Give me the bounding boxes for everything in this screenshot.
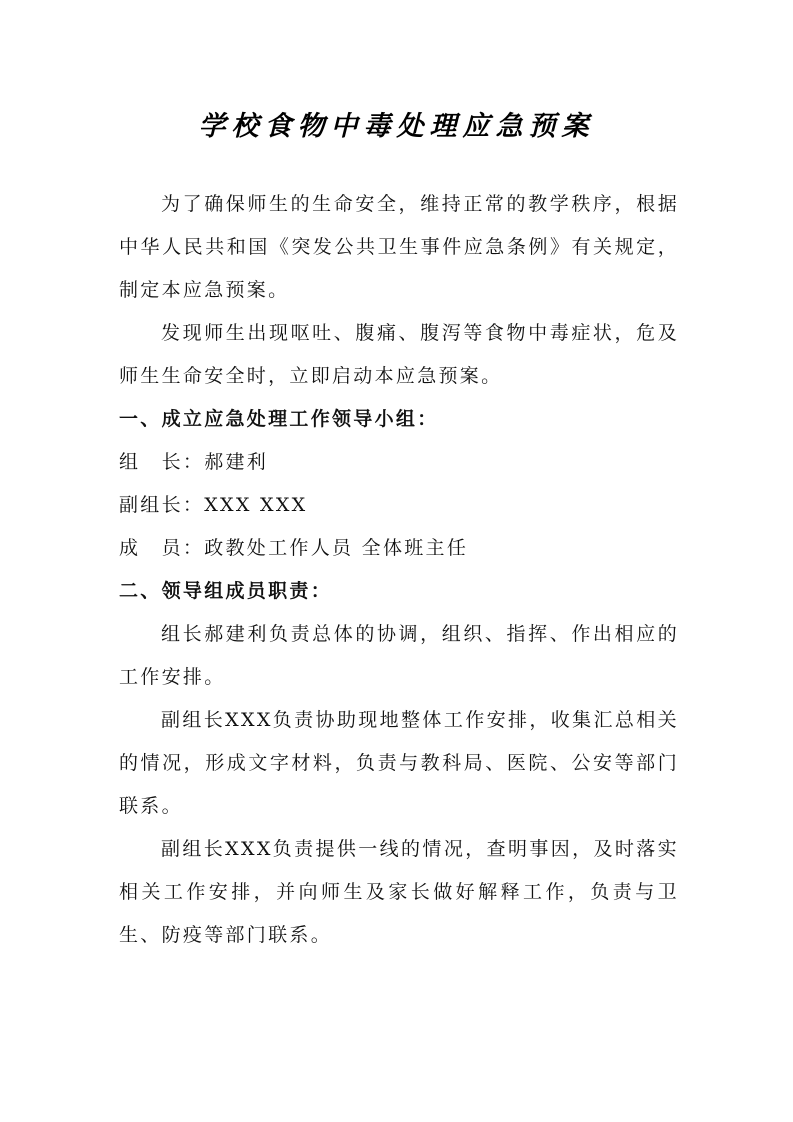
intro-paragraph: 为了确保师生的生命安全，维持正常的教学秩序，根据中华人民共和国《突发公共卫生事件应急条例》有关规定，制定本应急预案。 (119, 193, 679, 301)
member-value: XXX XXX (204, 494, 308, 516)
member-label: 成 员： (119, 537, 205, 559)
member-value: 政教处工作人员 全体班主任 (204, 537, 469, 559)
responsibility-paragraph-leader: 组长郝建利负责总体的协调，组织、指挥、作出相应的工作安排。 (119, 623, 679, 688)
section-heading-leadership-group: 一、成立应急处理工作领导小组： (119, 408, 439, 430)
member-label: 副组长： (119, 494, 205, 516)
responsibility-paragraph-deputy-1: 副组长XXX负责协助现地整体工作安排，收集汇总相关的情况，形成文字材料，负责与教科局、医院、公安等部门联系。 (119, 709, 679, 817)
member-row-members (119, 527, 679, 570)
member-value: 郝建利 (204, 451, 269, 473)
section-heading-responsibilities: 二、领导组成员职责： (119, 580, 333, 602)
trigger-paragraph: 发现师生出现呕吐、腹痛、腹泻等食物中毒症状，危及师生生命安全时，立即启动本应急预案。 (119, 322, 679, 387)
document-body (119, 183, 679, 957)
member-label: 组 长： (119, 451, 205, 473)
responsibility-paragraph-deputy-2: 副组长XXX负责提供一线的情况，查明事因，及时落实相关工作安排，并向师生及家长做好解释工作，负责与卫生、防疫等部门联系。 (119, 838, 679, 946)
member-row-deputy (119, 484, 679, 527)
member-row-leader (119, 441, 679, 484)
document-title: 学校食物中毒处理应急预案 (198, 111, 595, 142)
